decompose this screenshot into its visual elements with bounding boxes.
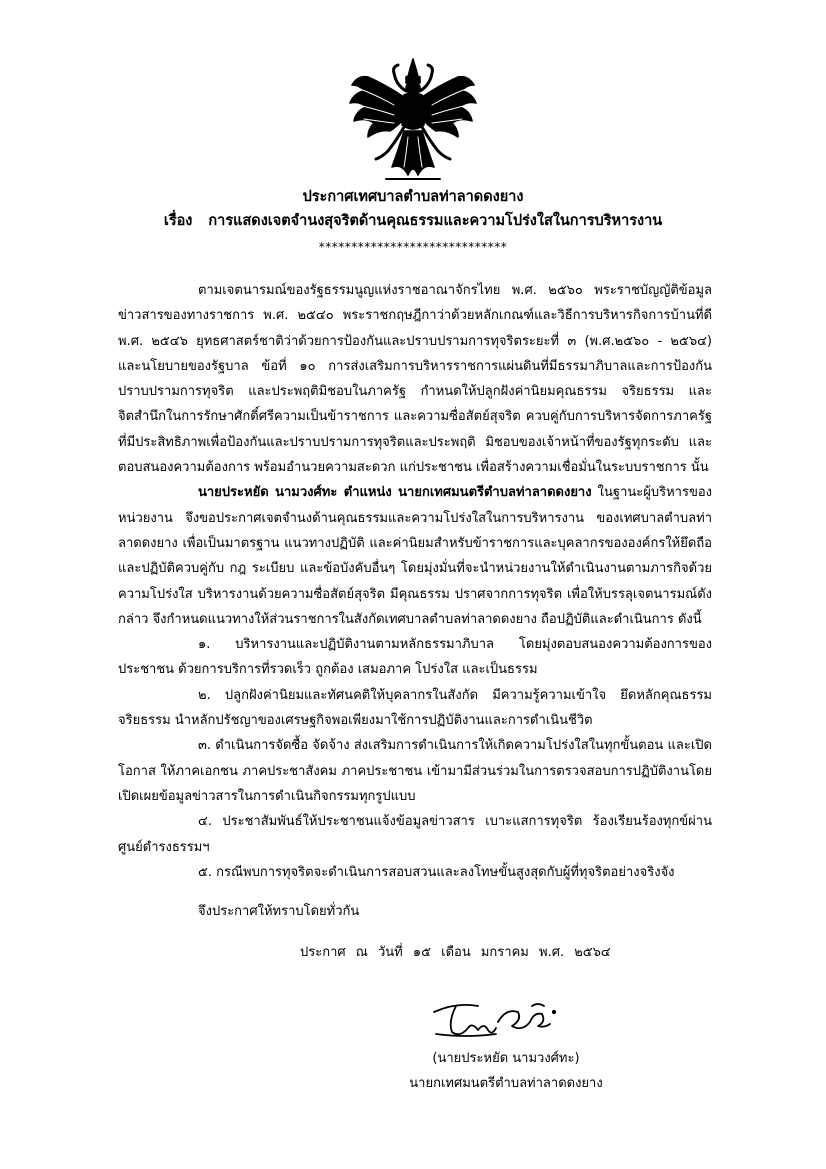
date-month: มกราคม — [480, 945, 529, 960]
list-item-1: ๑. บริหารงานและปฏิบัติงานตามหลักธรรมาภิบาล โดยมุ่งตอบสนองความต้องการของประชาชน ด้วยการบริการที่รวดเร็ว ถูกต้อง เสมอภาค โปร่งใส และเป็นธรรม — [118, 637, 712, 678]
signer-block — [376, 1046, 636, 1096]
handwritten-signature-icon — [426, 992, 564, 1046]
date-prefix: ประกาศ — [300, 945, 346, 960]
date-day: ๑๕ — [412, 945, 431, 960]
date-line — [300, 942, 617, 964]
signer-name: (นายประหยัด นามวงศ์ทะ) — [432, 1051, 580, 1066]
date-at: ณ — [355, 945, 368, 960]
document-title: ประกาศเทศบาลตำบลท่าลาดดงยาง — [302, 189, 524, 205]
paragraph-declaration — [118, 480, 712, 632]
document-body — [118, 278, 712, 924]
subject-label: เรื่อง — [163, 213, 193, 229]
list-item-3: ๓. ดำเนินการจัดซื้อ จัดจ้าง ส่งเสริมการดำเนินการให้เกิดความโปร่งใสในทุกขั้นตอน และเปิดโอกาส ให้ภาคเอกชน ภาคประชาสังคม ภาคประชาชน เข้ามามีส่วนร่วมในการตรวจสอบการปฏิบัติงานโดยเปิดเผยข้อมูลข่าวสารในการดำเนินกิจกรรมทุกรูปแบบ — [118, 738, 712, 804]
date-year-label: พ.ศ. — [539, 945, 565, 960]
signer-position: นายกเทศมนตรีตำบลท่าลาดดงยาง — [409, 1076, 603, 1091]
list-item-4: ๔. ประชาสัมพันธ์ให้ประชาชนแจ้งข้อมูลข่าวสาร เบาะแสการทุจริต ร้องเรียนร้องทุกข์ผ่านศูนย์ดำรงธรรมฯ — [118, 814, 712, 855]
separator: ***************************** — [318, 240, 508, 254]
paragraph-preamble: ตามเจตนารมณ์ของรัฐธรรมนูญแห่งราชอาณาจักรไทย พ.ศ. ๒๕๖๐ พระราชบัญญัติข้อมูลข่าวสารของทางราชการ พ.ศ. ๒๕๔๐ พระราชกฤษฎีกาว่าด้วยหลักเกณฑ์และวิธีการบริหารกิจการบ้านที่ดี พ.ศ. ๒๕๔๖ ยุทธศาสตร์ชาติว่าด้วยการป้องกันและปราบปรามการทุจริตระยะที่ ๓ (พ.ศ.๒๕๖๐ - ๒๕๖๔) และนโยบายของรัฐบาล ข้อที่ ๑๐ การส่งเสริมการบริหารราชการแผ่นดินที่มีธรรมาภิบาลและการป้องกันปราบปรามการทุจริต และประพฤติมิชอบในภาครัฐ กำหนดให้ปลูกฝังค่านิยมคุณธรรม จริยธรรม และจิตสำนึกในการรักษาศักดิ์ศรีความเป็นข้าราชการ และความซื่อสัตย์สุจริต ควบคู่กับการบริหารจัดการภาครัฐที่มีประสิทธิภาพเพื่อป้องกันและปราบปรามการทุจริตและประพฤติ มิชอบของเจ้าหน้าที่ของรัฐทุกระดับ และตอบสนองความต้องการ พร้อมอำนวยความสะดวก แก่ประชาชน เพื่อสร้างความเชื่อมั่นในระบบราชการ นั้น — [118, 283, 712, 476]
date-month-label: เดือน — [441, 945, 471, 960]
garuda-emblem-icon — [346, 55, 480, 187]
list-item-2: ๒. ปลูกฝังค่านิยมและทัศนคติให้บุคลากรในสังกัด มีความรู้ความเข้าใจ ยึดหลักคุณธรรมจริยธรรม นำหลักปรัชญาของเศรษฐกิจพอเพียงมาใช้การปฏิบัติงานและการดำเนินชีวิต — [118, 687, 712, 729]
list-item-5: ๕. กรณีพบการทุจริตจะดำเนินการสอบสวนและลงโทษขั้นสูงสุดกับผู้ที่ทุจริตอย่างจริงจัง — [198, 864, 675, 880]
header — [0, 186, 826, 256]
declarant-name: นายประหยัด นามวงศ์ทะ ตำแหน่ง นายกเทศมนตรีตำบลท่าลาดดงยาง — [198, 485, 592, 501]
announcement-closing: จึงประกาศให้ทราบโดยทั่วกัน — [198, 904, 360, 920]
date-year: ๒๕๖๔ — [574, 945, 611, 960]
date-day-label: วันที่ — [377, 945, 403, 960]
subject-line — [0, 210, 826, 232]
subject-text: การแสดงเจตจำนงสุจริตด้านคุณธรรมและความโปร่งใสในการบริหารงาน — [208, 213, 663, 229]
declaration-text: ในฐานะผู้บริหารของหน่วยงาน จึงขอประกาศเจตจำนงด้านคุณธรรมและความโปร่งใสในการบริหารงาน ของเทศบาลตำบลท่าลาดดงยาง เพื่อเป็นมาตรฐาน แนวทางปฏิบัติ และค่านิยมสำหรับข้าราชการและบุคลากรขององค์กรให้ยึดถือและปฏิบัติควบคู่กับ กฎ ระเบียบ และข้อบังคับอื่นๆ โดยมุ่งมั่นที่จะนำหน่วยงานให้ดำเนินงานตามภารกิจด้วยความโปร่งใส บริหารงานด้วยความซื่อสัตย์สุจริต มีคุณธรรม ปราศจากการทุจริต เพื่อให้บรรลุเจตนารมณ์ดังกล่าว จึงกำหนดแนวทางให้ส่วนราชการในสังกัดเทศบาลตำบลท่าลาดดงยาง ถือปฏิบัติและดำเนินการ ดังนี้ — [118, 485, 712, 627]
